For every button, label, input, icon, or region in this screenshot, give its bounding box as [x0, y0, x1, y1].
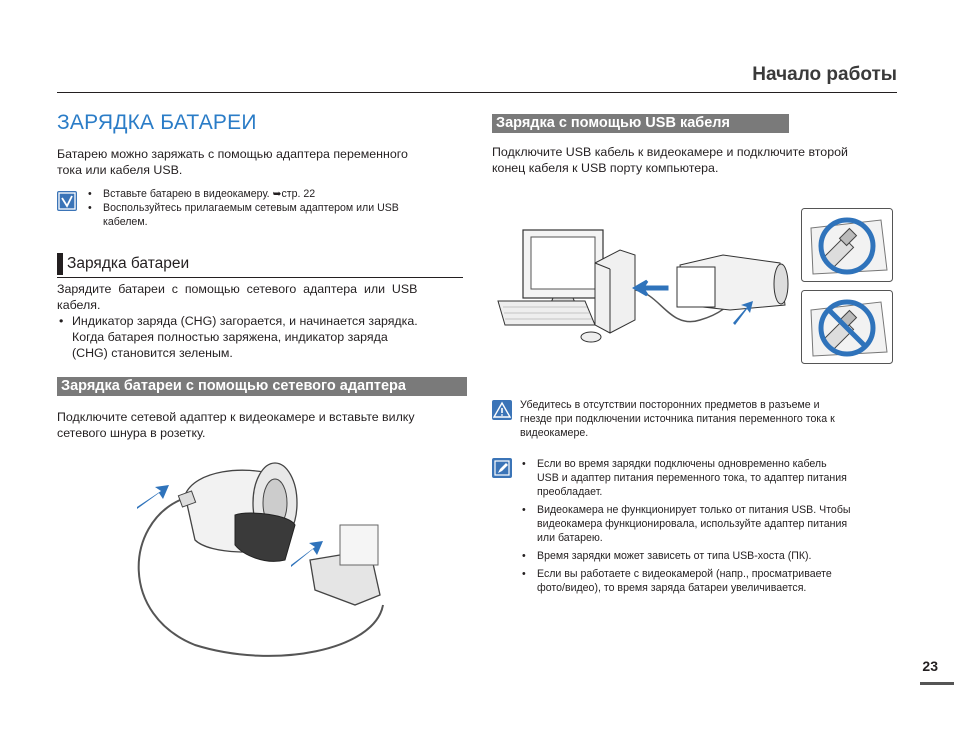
caution-line: видеокамере. [520, 427, 589, 439]
ac-adapter-section-band: Зарядка батареи с помощью сетевого адаптера [57, 377, 467, 396]
caution-icon [492, 400, 512, 420]
ac-text-line: сетевого шнура в розетку. [57, 426, 206, 440]
section-heading: Зарядка батареи [67, 255, 190, 272]
section-text-line: кабеля. [57, 298, 101, 312]
caution-line: Убедитесь в отсутствии посторонних предметов в разъеме и [520, 399, 820, 411]
bullet: • [59, 314, 64, 328]
ac-adapter-illustration [125, 455, 405, 665]
usb-illustration [495, 205, 795, 350]
chapter-title: Начало работы [752, 64, 897, 85]
indicator-line: (CHG) становится зеленым. [72, 346, 233, 360]
ac-text [57, 409, 467, 441]
section-marker [57, 253, 63, 275]
note-list [86, 187, 466, 229]
usb-text-line: конец кабеля к USB порту компьютера. [492, 161, 719, 175]
page-title: ЗАРЯДКА БАТАРЕИ [57, 111, 257, 134]
page-number-rule [920, 682, 954, 685]
caution-line: гнезде при подключении источника питания переменного тока к [520, 413, 835, 425]
tips-list [520, 457, 900, 595]
list-item: • Если вы работаете с видеокамерой (напр., просматриваете фото/видео), то время заряда батареи увеличивается. [520, 567, 900, 595]
page-number: 23 [922, 658, 938, 674]
usb-section-band: Зарядка с помощью USB кабеля [492, 114, 789, 133]
list-item: • Если во время зарядки подключены одновременно кабель USB и адаптер питания переменного тока, то адаптер питания преобладает. [520, 457, 900, 499]
header-divider [57, 92, 897, 93]
list-item: • Видеокамера не функционирует только от питания USB. Чтобы видеокамера функционировала, используйте адаптер питания или батарею. [520, 503, 900, 545]
intro-line: Батарею можно заряжать с помощью адаптера переменного [57, 147, 408, 161]
tip-pencil-icon [492, 458, 512, 478]
section-text-line: Зарядите батареи с помощью сетевого адаптера или USB [57, 282, 418, 296]
list-item: • Время зарядки может зависеть от типа USB-хоста (ПК). [520, 549, 900, 563]
list-item: • Воспользуйтесь прилагаемым сетевым адаптером или USB кабелем. [86, 201, 466, 229]
connector-detail-top [801, 208, 893, 282]
caution-text [520, 398, 900, 440]
indicator-line: Индикатор заряда (CHG) загорается, и начинается зарядка. [72, 314, 418, 328]
note-check-icon [57, 191, 77, 211]
ac-text-line: Подключите сетевой адаптер к видеокамере и вставьте вилку [57, 410, 415, 424]
usb-text [492, 144, 902, 176]
usb-text-line: Подключите USB кабель к видеокамере и подключите второй [492, 145, 848, 159]
intro-line: тока или кабеля USB. [57, 163, 183, 177]
intro-text [57, 146, 457, 178]
connector-detail-bottom [801, 290, 893, 364]
indicator-line: Когда батарея полностью заряжена, индикатор заряда [72, 330, 388, 344]
list-item: • Вставьте батарею в видеокамеру. ➥стр. 22 [86, 187, 466, 201]
section-text [57, 281, 463, 313]
section-divider [57, 277, 463, 278]
indicator-item [57, 313, 467, 361]
